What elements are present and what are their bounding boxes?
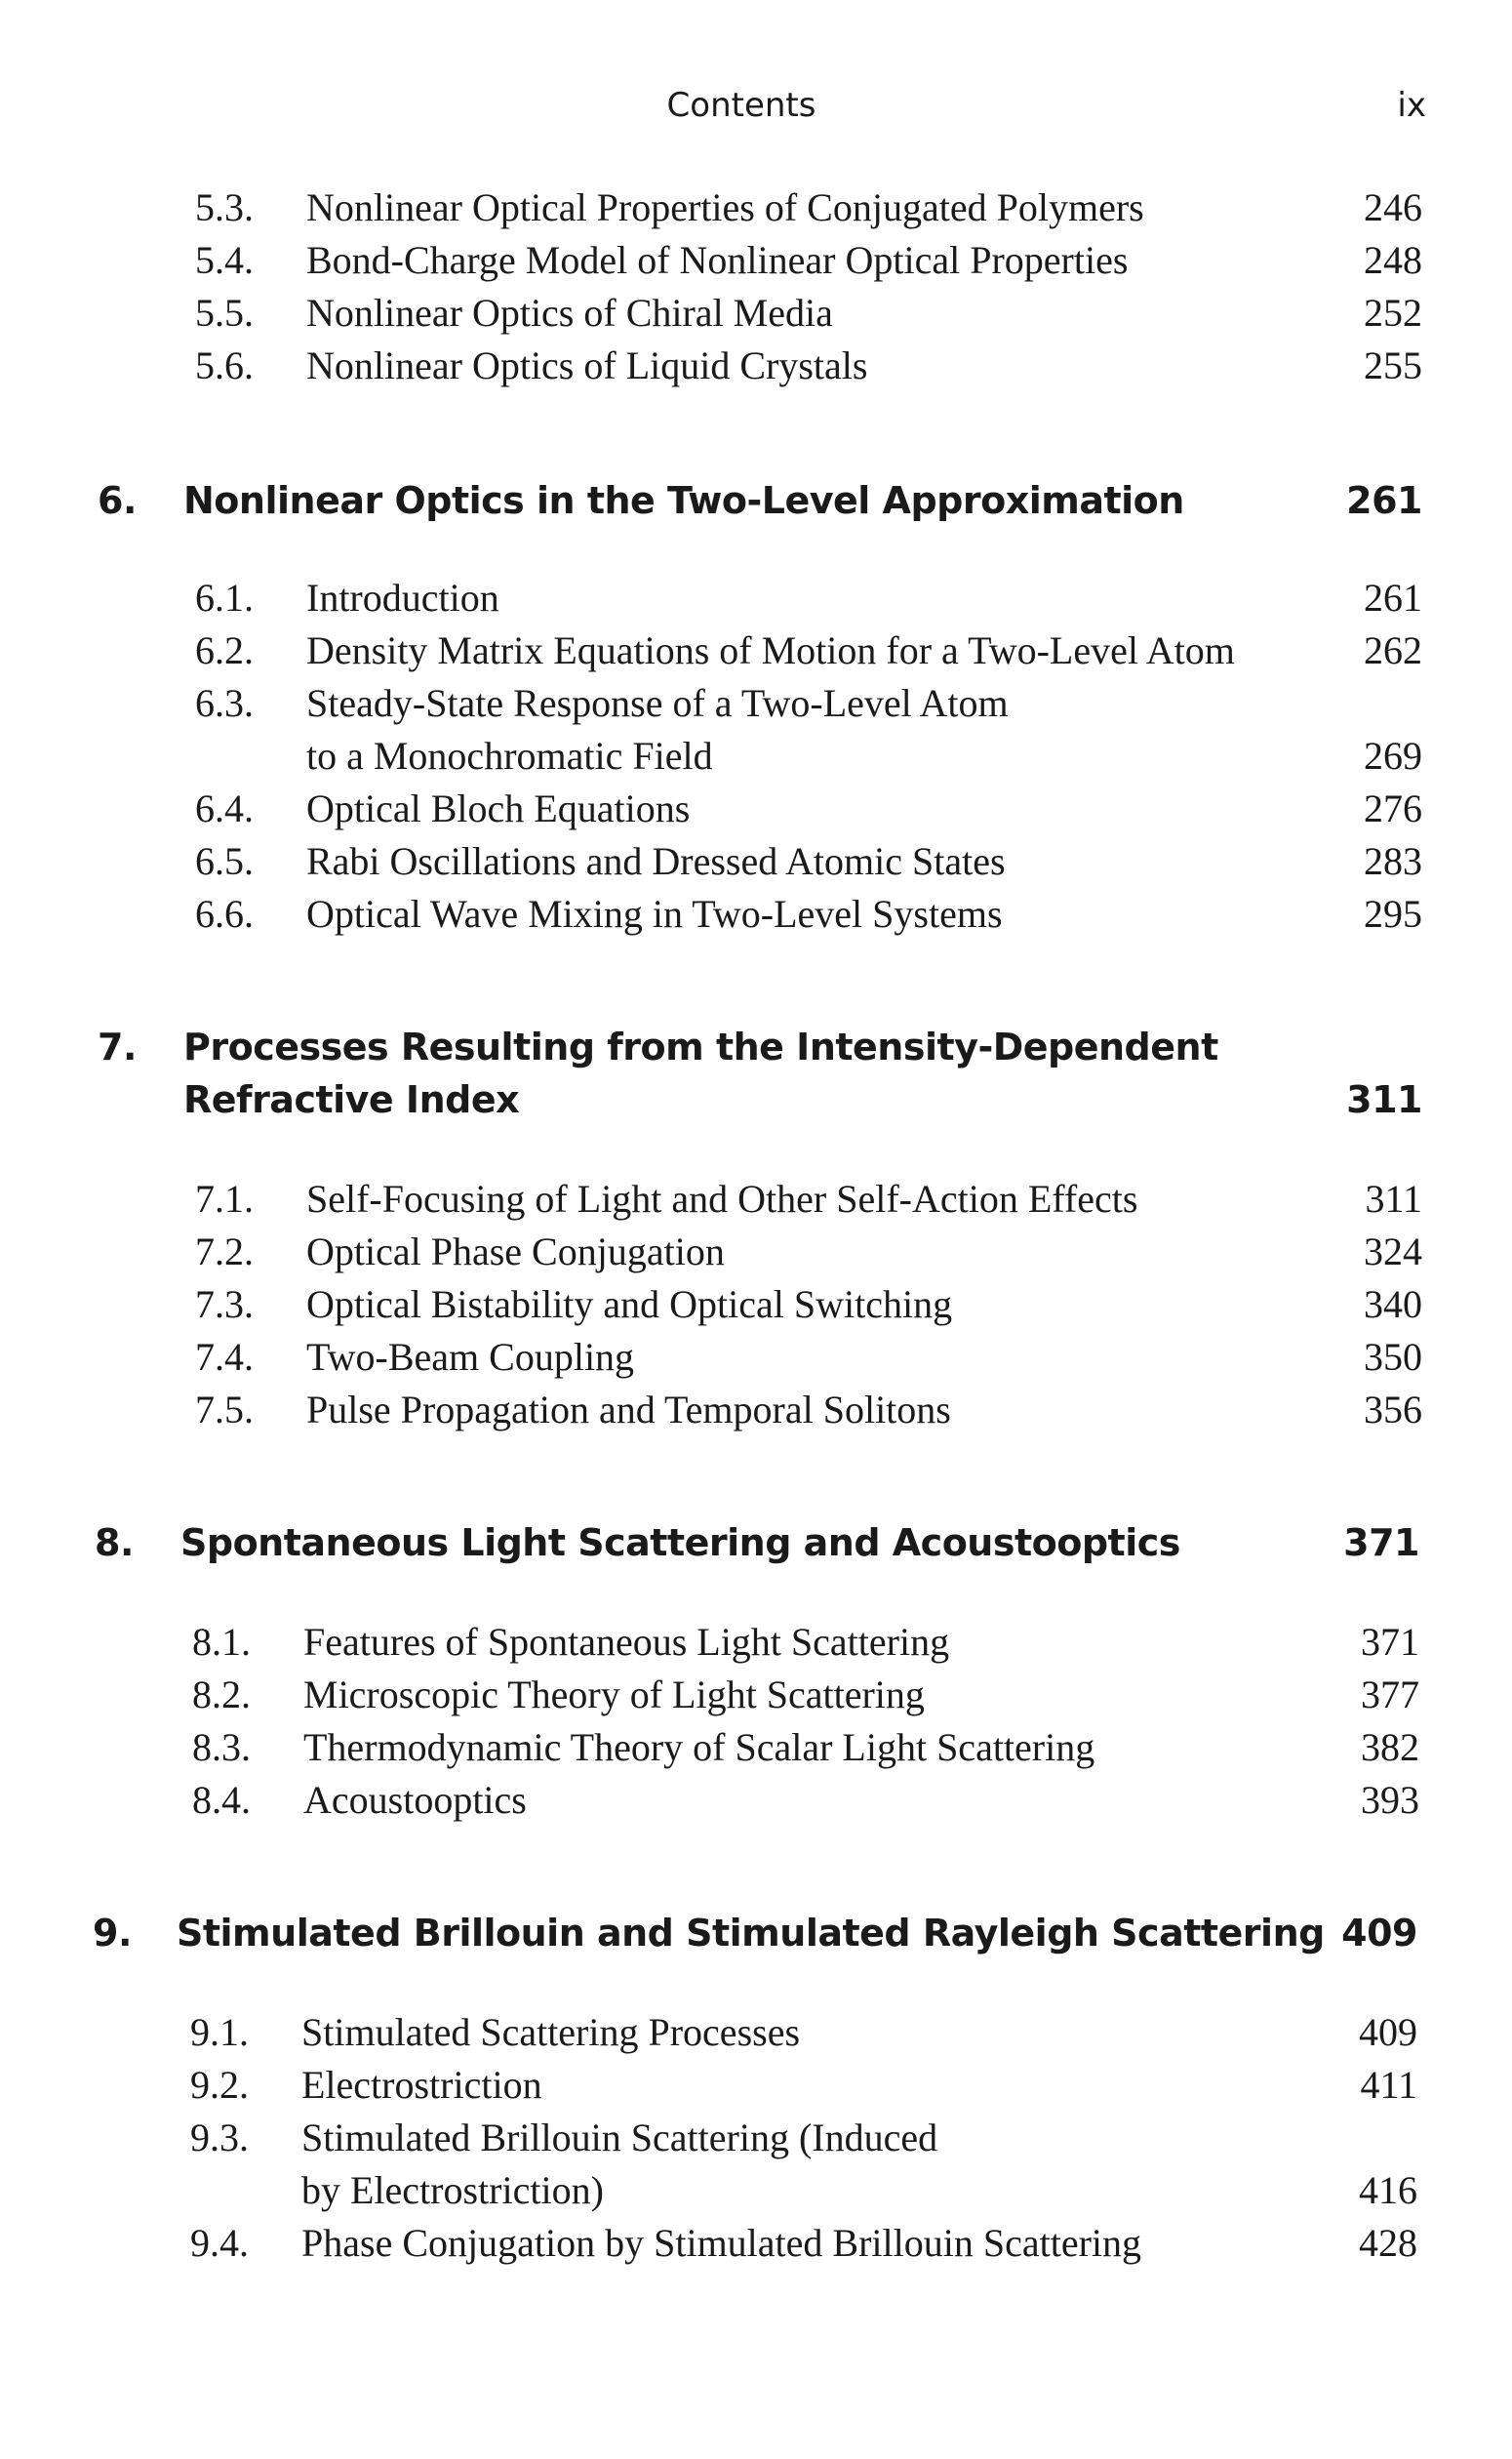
page-number: 409 — [1341, 1912, 1417, 1955]
section-title-line-1: Steady-State Response of a Two-Level Atom — [306, 681, 1009, 725]
toc-entry-6-1[interactable] — [195, 571, 1422, 625]
section-title: Rabi Oscillations and Dressed Atomic States — [306, 839, 1006, 883]
section-title: Phase Conjugation by Stimulated Brillouin Scattering — [301, 2221, 1142, 2265]
section-title: Optical Wave Mixing in Two-Level Systems — [306, 892, 1003, 936]
chapter-number: 7. — [98, 1026, 137, 1068]
section-number: 8.2. — [192, 1673, 251, 1716]
chapter-number: 8. — [95, 1521, 134, 1564]
page-number: 356 — [1364, 1388, 1422, 1431]
section-title: Features of Spontaneous Light Scattering — [303, 1620, 950, 1664]
toc-entry-7-5[interactable] — [195, 1383, 1422, 1437]
page-number: 416 — [1359, 2168, 1417, 2212]
page-number: 269 — [1364, 734, 1422, 778]
section-number: 5.4. — [195, 238, 254, 282]
page-number: 311 — [1346, 1078, 1422, 1121]
section-title: Electrostriction — [301, 2063, 542, 2107]
toc-entry-6-3[interactable] — [195, 676, 1422, 731]
section-number: 6.6. — [195, 892, 254, 936]
toc-entry-7-2[interactable] — [195, 1225, 1422, 1279]
page-number: 377 — [1361, 1673, 1419, 1716]
toc-chapter-9[interactable] — [93, 1906, 1417, 1960]
toc-entry-9-3-continued[interactable] — [190, 2163, 1417, 2218]
toc-entry-7-1[interactable] — [195, 1172, 1422, 1227]
running-head-title: Contents — [666, 86, 816, 125]
section-number: 8.4. — [192, 1778, 251, 1822]
page-number: 340 — [1364, 1282, 1422, 1326]
section-title: Nonlinear Optical Properties of Conjugated Polymers — [306, 185, 1144, 229]
section-title: Optical Bloch Equations — [306, 786, 691, 830]
section-number: 7.5. — [195, 1388, 254, 1431]
section-title-line-1: Stimulated Brillouin Scattering (Induced — [301, 2116, 938, 2159]
section-number: 7.3. — [195, 1282, 254, 1326]
page-number: 428 — [1359, 2221, 1417, 2265]
section-number: 9.4. — [190, 2221, 249, 2265]
toc-entry-7-4[interactable] — [195, 1330, 1422, 1385]
running-head-page-number: ix — [1397, 86, 1426, 125]
chapter-title-line-2: Refractive Index — [183, 1078, 520, 1121]
section-number: 6.4. — [195, 786, 254, 830]
page-number: 276 — [1364, 786, 1422, 830]
section-title: Introduction — [306, 576, 499, 620]
section-title: Pulse Propagation and Temporal Solitons — [306, 1388, 951, 1431]
page-number: 324 — [1364, 1230, 1422, 1273]
page-number: 311 — [1365, 1177, 1422, 1221]
toc-entry-8-3[interactable] — [192, 1720, 1419, 1775]
section-number: 7.4. — [195, 1335, 254, 1379]
chapter-title: Stimulated Brillouin and Stimulated Rayleigh Scattering — [177, 1912, 1325, 1955]
toc-chapter-6[interactable] — [98, 473, 1422, 528]
section-number: 9.1. — [190, 2010, 249, 2054]
page-number: 255 — [1364, 343, 1422, 387]
page-number: 350 — [1364, 1335, 1422, 1379]
chapter-number: 9. — [93, 1912, 132, 1955]
toc-entry-6-2[interactable] — [195, 624, 1422, 678]
running-head — [0, 86, 1512, 135]
section-title: Optical Bistability and Optical Switching — [306, 1282, 953, 1326]
chapter-number: 6. — [98, 479, 137, 522]
toc-entry-6-5[interactable] — [195, 834, 1422, 889]
section-title: Bond-Charge Model of Nonlinear Optical Properties — [306, 238, 1129, 282]
toc-entry-8-2[interactable] — [192, 1668, 1419, 1722]
toc-chapter-8[interactable] — [95, 1515, 1419, 1570]
section-number: 9.3. — [190, 2116, 249, 2159]
section-number: 6.1. — [195, 576, 254, 620]
toc-entry-9-3[interactable] — [190, 2111, 1417, 2165]
toc-entry-9-2[interactable] — [190, 2058, 1417, 2113]
toc-entry-6-3-continued[interactable] — [195, 729, 1422, 784]
chapter-title-line-1: Processes Resulting from the Intensity-Dependent — [183, 1026, 1218, 1068]
toc-chapter-7[interactable] — [98, 1020, 1422, 1074]
toc-chapter-7-continued[interactable] — [98, 1072, 1422, 1127]
page-number: 382 — [1361, 1725, 1419, 1769]
section-title-line-2: by Electrostriction) — [301, 2168, 604, 2212]
section-number: 6.3. — [195, 681, 254, 725]
section-title: Two-Beam Coupling — [306, 1335, 635, 1379]
section-number: 9.2. — [190, 2063, 249, 2107]
page-number: 261 — [1346, 479, 1422, 522]
page-number: 295 — [1364, 892, 1422, 936]
section-title: Acoustooptics — [303, 1778, 527, 1822]
section-title: Thermodynamic Theory of Scalar Light Scattering — [303, 1725, 1095, 1769]
section-title: Microscopic Theory of Light Scattering — [303, 1673, 925, 1716]
section-title: Stimulated Scattering Processes — [301, 2010, 801, 2054]
section-title: Optical Phase Conjugation — [306, 1230, 725, 1273]
toc-entry-6-6[interactable] — [195, 887, 1422, 942]
section-title-line-2: to a Monochromatic Field — [306, 734, 713, 778]
page-number: 371 — [1361, 1620, 1419, 1664]
toc-entry-6-4[interactable] — [195, 782, 1422, 836]
section-number: 7.1. — [195, 1177, 254, 1221]
section-number: 6.5. — [195, 839, 254, 883]
section-number: 5.6. — [195, 343, 254, 387]
section-number: 8.3. — [192, 1725, 251, 1769]
page-number: 411 — [1360, 2063, 1417, 2107]
page-number: 248 — [1364, 238, 1422, 282]
section-title: Density Matrix Equations of Motion for a Two-Level Atom — [306, 628, 1235, 672]
section-number: 7.2. — [195, 1230, 254, 1273]
toc-entry-9-4[interactable] — [190, 2216, 1417, 2271]
toc-entry-8-4[interactable] — [192, 1773, 1419, 1828]
toc-entry-5-6[interactable] — [195, 339, 1422, 393]
page-number: 252 — [1364, 291, 1422, 335]
toc-entry-9-1[interactable] — [190, 2005, 1417, 2060]
toc-entry-5-5[interactable] — [195, 286, 1422, 341]
section-title: Self-Focusing of Light and Other Self-Action Effects — [306, 1177, 1138, 1221]
toc-entry-5-3[interactable] — [195, 181, 1422, 235]
page-number: 393 — [1361, 1778, 1419, 1822]
page-number: 261 — [1364, 576, 1422, 620]
toc-entry-7-3[interactable] — [195, 1277, 1422, 1332]
section-number: 8.1. — [192, 1620, 251, 1664]
section-title: Nonlinear Optics of Liquid Crystals — [306, 343, 868, 387]
section-number: 5.3. — [195, 185, 254, 229]
page-number: 246 — [1364, 185, 1422, 229]
toc-entry-8-1[interactable] — [192, 1615, 1419, 1670]
page-number: 262 — [1364, 628, 1422, 672]
section-number: 6.2. — [195, 628, 254, 672]
chapter-title: Spontaneous Light Scattering and Acoustooptics — [180, 1521, 1180, 1564]
section-number: 5.5. — [195, 291, 254, 335]
chapter-title: Nonlinear Optics in the Two-Level Approximation — [183, 479, 1184, 522]
toc-entry-5-4[interactable] — [195, 233, 1422, 288]
page-number: 409 — [1359, 2010, 1417, 2054]
page-number: 283 — [1364, 839, 1422, 883]
page-number: 371 — [1343, 1521, 1419, 1564]
section-title: Nonlinear Optics of Chiral Media — [306, 291, 833, 335]
